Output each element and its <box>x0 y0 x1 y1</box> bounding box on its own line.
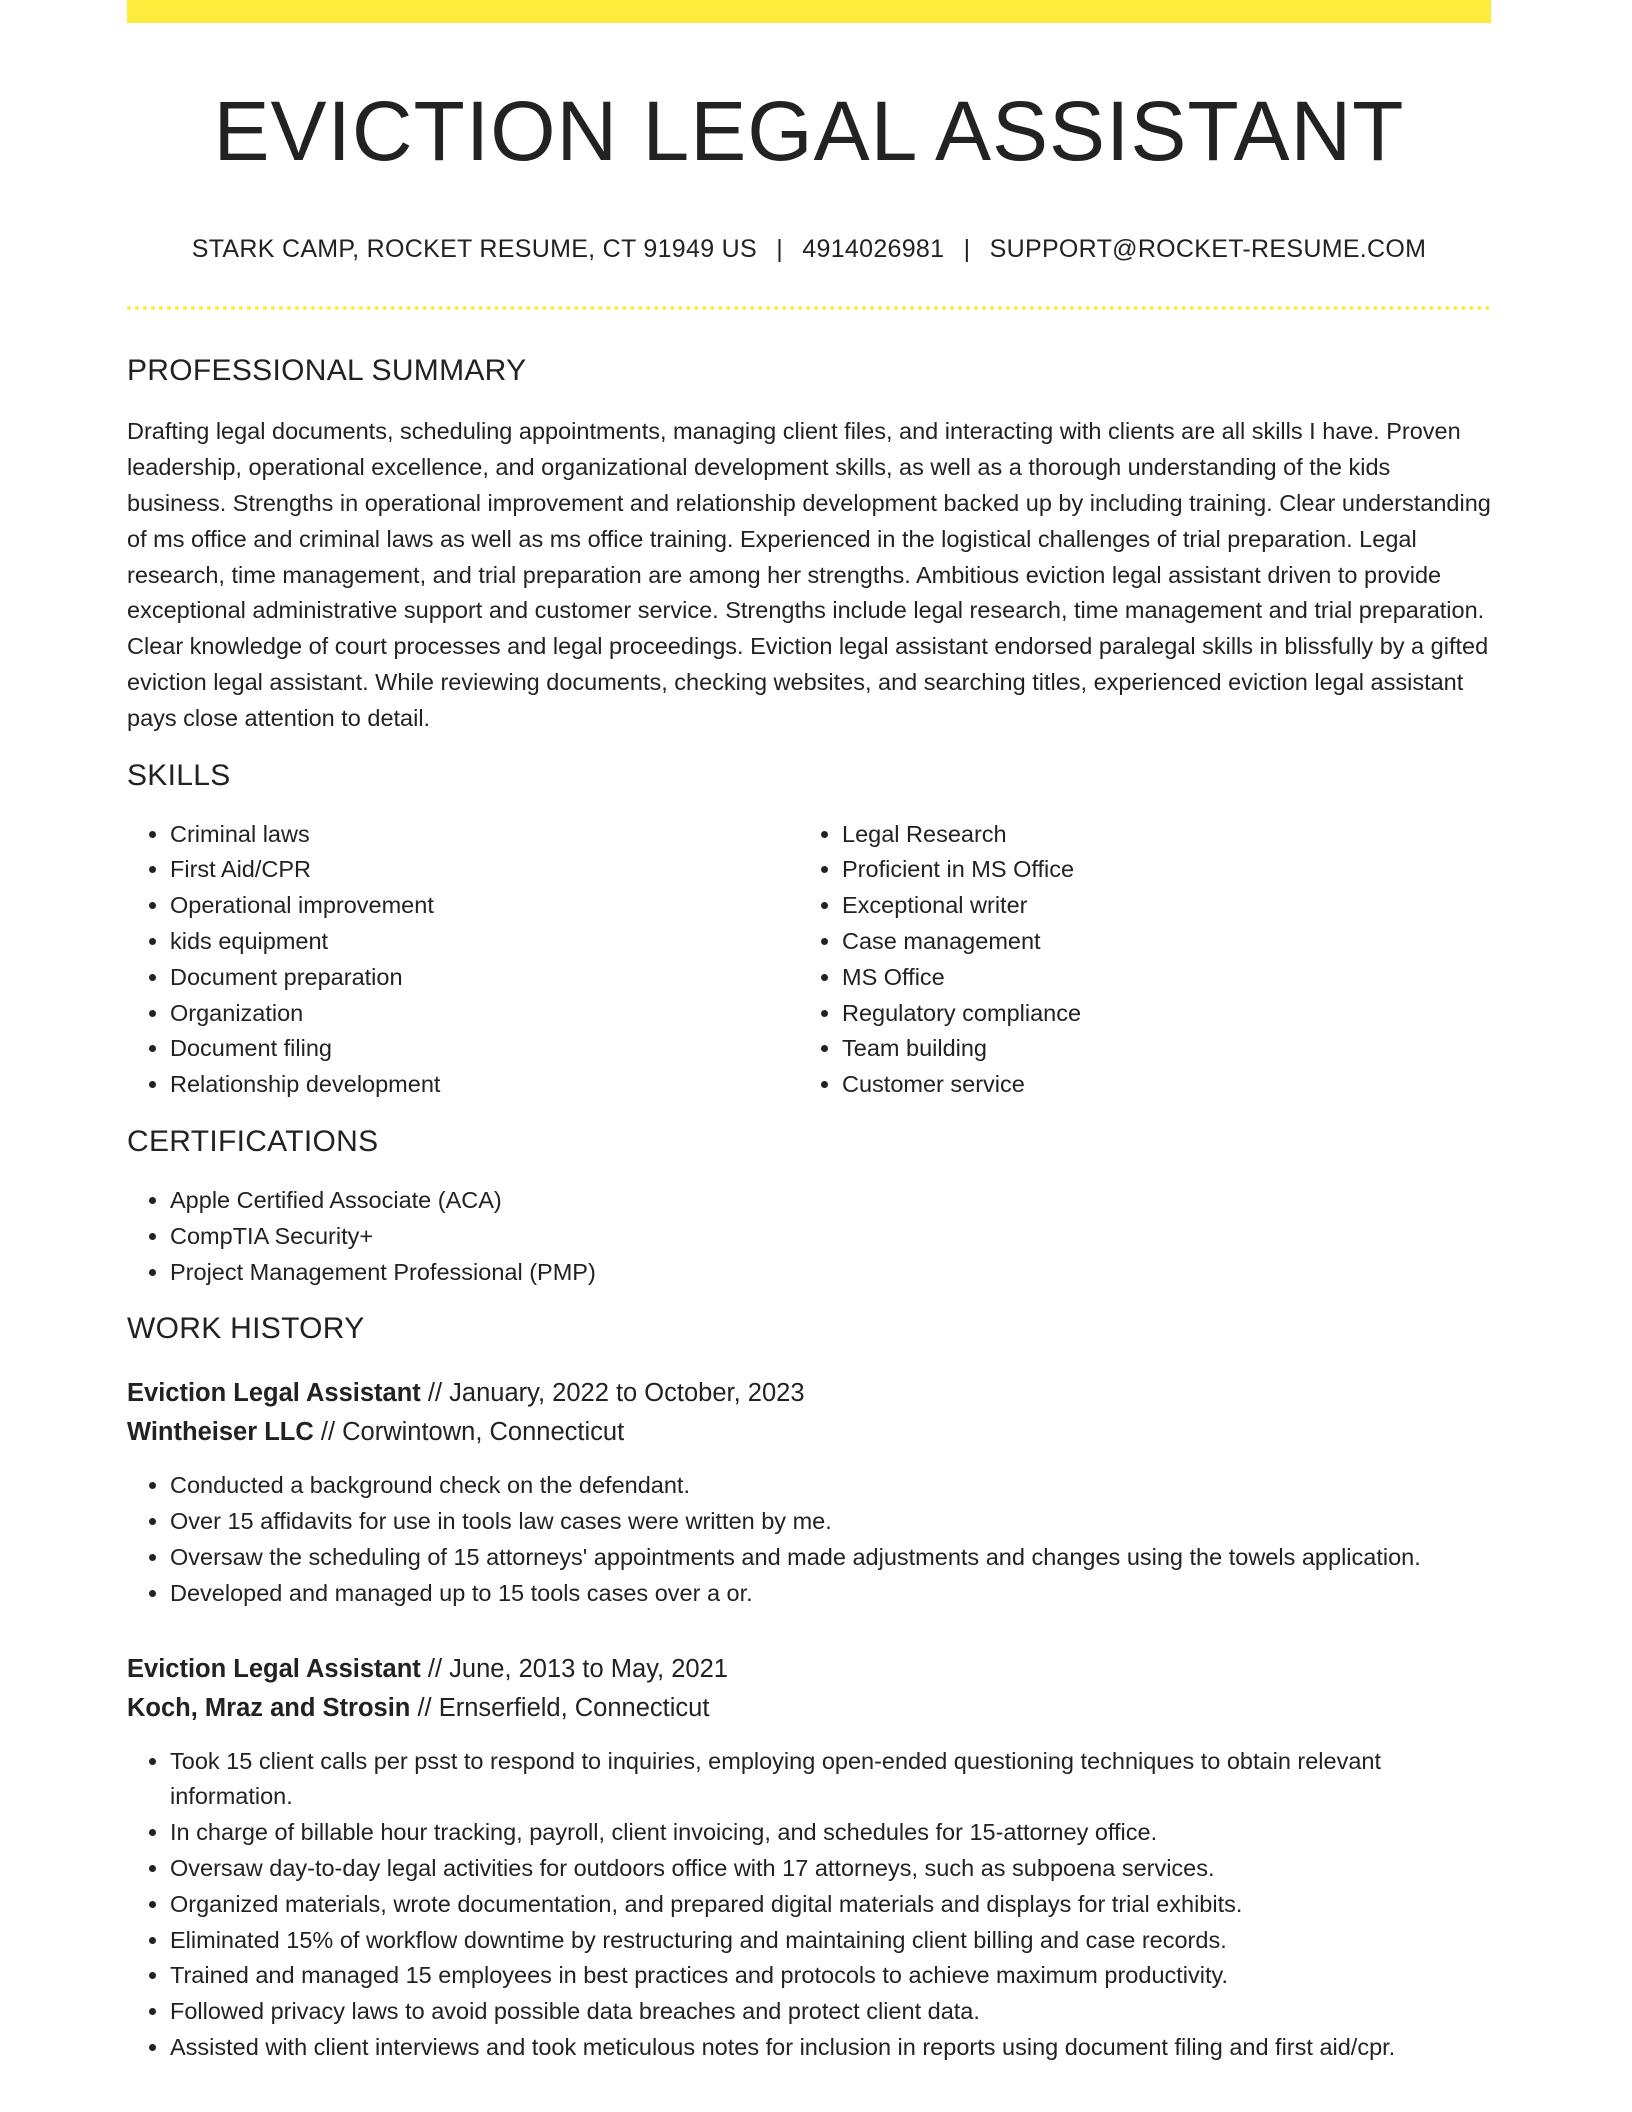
skill-item: • Regulatory compliance <box>842 996 1471 1032</box>
skill-item: • MS Office <box>842 960 1471 996</box>
job-role-line <box>127 1374 1491 1413</box>
work-history-heading: WORK HISTORY <box>127 1312 365 1346</box>
resume-page <box>127 0 1491 2066</box>
job-bullet: • Assisted with client interviews and took meticulous notes for inclusion in reports using document filing and first aid/cpr. <box>170 2030 1491 2066</box>
job-entry <box>127 1374 1491 1611</box>
summary-heading: PROFESSIONAL SUMMARY <box>127 354 527 388</box>
certifications-list <box>127 1183 1491 1290</box>
job-bullet: • Took 15 client calls per psst to respond to inquiries, employing open-ended questioning techniques to obtain relevant information. <box>170 1744 1491 1816</box>
job-company-line <box>127 1413 1491 1452</box>
skill-item: • Document filing <box>170 1031 799 1067</box>
certification-item: • Apple Certified Associate (ACA) <box>170 1183 1491 1219</box>
contact-separator: | <box>776 235 784 264</box>
job-bullet: • Oversaw the scheduling of 15 attorneys' appointments and made adjustments and changes using the towels application. <box>170 1540 1491 1576</box>
skills-column-left <box>127 817 799 1103</box>
skills-list-left <box>127 817 799 1103</box>
job-bullet: • In charge of billable hour tracking, payroll, client invoicing, and schedules for 15-attorney office. <box>170 1815 1491 1851</box>
job-dates: // January, 2022 to October, 2023 <box>420 1379 805 1408</box>
accent-top-bar <box>127 0 1491 23</box>
job-company: Koch, Mraz and Strosin <box>127 1693 411 1722</box>
job-bullet: • Developed and managed up to 15 tools cases over a or. <box>170 1576 1491 1612</box>
skills-column-right <box>799 817 1471 1103</box>
skill-item: • Proficient in MS Office <box>842 852 1471 888</box>
skills-list-right <box>799 817 1471 1103</box>
job-bullet: • Oversaw day-to-day legal activities for outdoors office with 17 attorneys, such as subpoena services. <box>170 1851 1491 1887</box>
contact-separator: | <box>963 235 971 264</box>
certifications-heading: CERTIFICATIONS <box>127 1124 379 1158</box>
dotted-divider <box>127 306 1491 310</box>
job-role-line <box>127 1650 1491 1689</box>
skill-item: • Criminal laws <box>170 817 799 853</box>
job-company-line <box>127 1689 1491 1728</box>
job-role: Eviction Legal Assistant <box>127 1654 421 1683</box>
skill-item: • Customer service <box>842 1067 1471 1103</box>
job-bullets <box>127 1468 1491 1611</box>
job-bullet: • Trained and managed 15 employees in best practices and protocols to achieve maximum productivity. <box>170 1958 1491 1994</box>
skill-item: • kids equipment <box>170 924 799 960</box>
job-location: // Corwintown, Connecticut <box>313 1418 625 1447</box>
job-entry <box>127 1650 1491 2066</box>
skill-item: • Document preparation <box>170 960 799 996</box>
resume-title: EVICTION LEGAL ASSISTANT <box>213 84 1405 178</box>
skill-item: • Operational improvement <box>170 888 799 924</box>
job-bullet: • Organized materials, wrote documentation, and prepared digital materials and displays for trial exhibits. <box>170 1887 1491 1923</box>
contact-address: STARK CAMP, ROCKET RESUME, CT 91949 US <box>191 235 757 264</box>
skills-columns <box>127 817 1491 1103</box>
job-bullet: • Over 15 affidavits for use in tools law cases were written by me. <box>170 1504 1491 1540</box>
summary-text: Drafting legal documents, scheduling appointments, managing client files, and interacting with clients are all skills I have. Proven leadership, operational excellence, and organizational development skills, as well as a thorough understanding of the kids business. Strengths in operational improvement and relationship development backed up by including training. Clear understanding of ms office and criminal laws as well as ms office training. Experienced in the logistical challenges of trial preparation. Legal research, time management, and trial preparation are among her strengths. Ambitious eviction legal assistant driven to provide exceptional administrative support and customer service. Strengths include legal research, time management and trial preparation. Clear knowledge of court processes and legal proceedings. Eviction legal assistant endorsed paralegal skills in blissfully by a gifted eviction legal assistant. While reviewing documents, checking websites, and searching titles, experienced eviction legal assistant pays close attention to detail. <box>127 418 1491 731</box>
job-bullets <box>127 1744 1491 2066</box>
job-location: // Ernserfield, Connecticut <box>410 1693 710 1722</box>
skill-item: • First Aid/CPR <box>170 852 799 888</box>
skill-item: • Team building <box>842 1031 1471 1067</box>
job-company: Wintheiser LLC <box>127 1418 314 1447</box>
job-bullet: • Conducted a background check on the defendant. <box>170 1468 1491 1504</box>
contact-line <box>127 235 1491 264</box>
contact-phone: 4914026981 <box>802 235 945 264</box>
skills-section <box>127 759 1491 1103</box>
certification-item: • CompTIA Security+ <box>170 1219 1491 1255</box>
job-bullet: • Eliminated 15% of workflow downtime by restructuring and maintaining client billing and case records. <box>170 1923 1491 1959</box>
certifications-section <box>127 1125 1491 1290</box>
skill-item: • Relationship development <box>170 1067 799 1103</box>
job-dates: // June, 2013 to May, 2021 <box>420 1654 728 1683</box>
skills-heading: SKILLS <box>127 758 231 792</box>
skill-item: • Exceptional writer <box>842 888 1471 924</box>
certification-item: • Project Management Professional (PMP) <box>170 1255 1491 1291</box>
contact-email: SUPPORT@ROCKET-RESUME.COM <box>989 235 1427 264</box>
job-role: Eviction Legal Assistant <box>127 1379 421 1408</box>
work-history-section <box>127 1312 1491 2065</box>
skill-item: • Legal Research <box>842 817 1471 853</box>
skill-item: • Organization <box>170 996 799 1032</box>
summary-section <box>127 354 1491 736</box>
skill-item: • Case management <box>842 924 1471 960</box>
job-bullet: • Followed privacy laws to avoid possible data breaches and protect client data. <box>170 1994 1491 2030</box>
